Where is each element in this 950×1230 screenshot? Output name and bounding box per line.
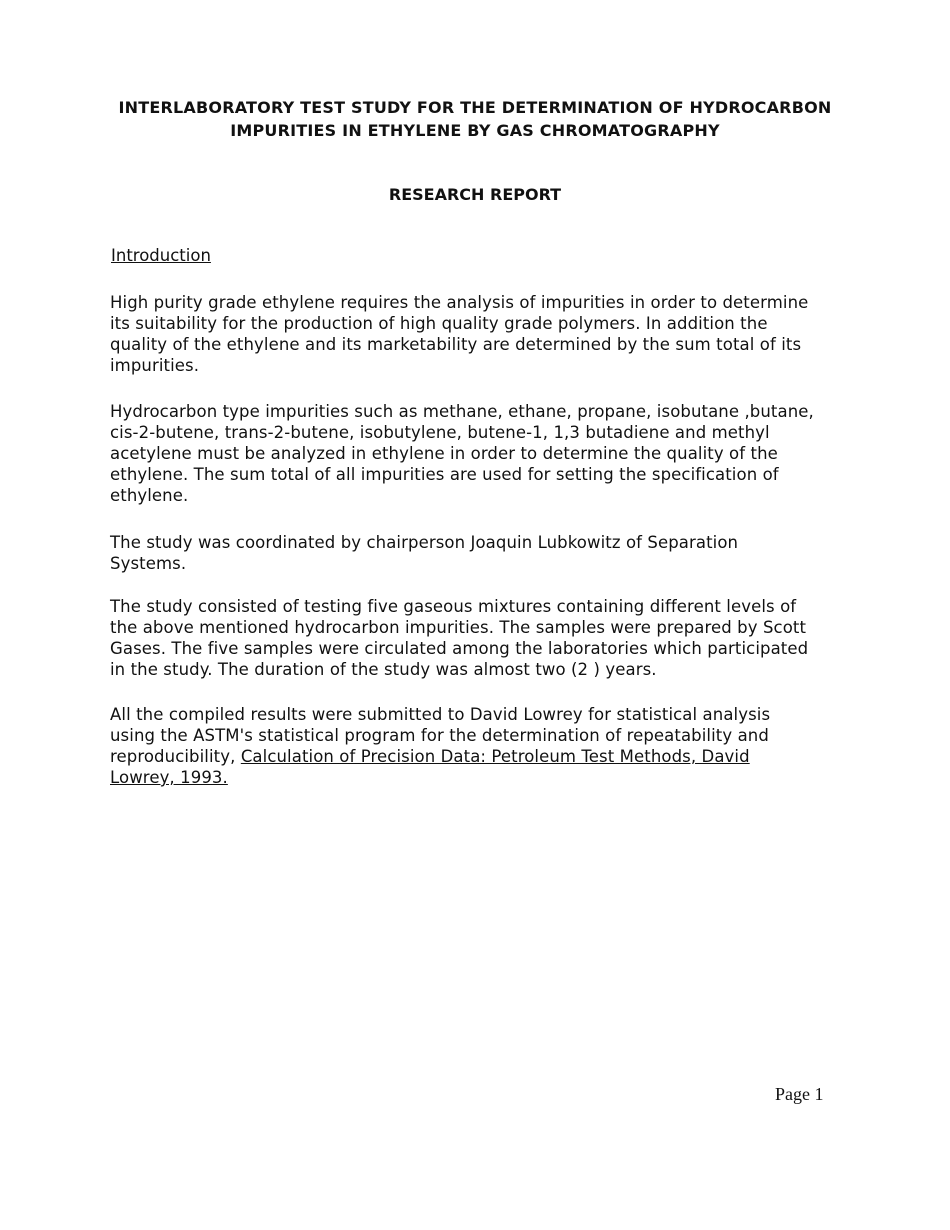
text-line: ethylene. The sum total of all impurities are used for setting the specification of: [110, 465, 779, 484]
text-line: The study was coordinated by chairperson Joaquin Lubkowitz of Separation: [110, 533, 739, 552]
text-line: quality of the ethylene and its marketability are determined by the sum total of its: [110, 335, 802, 354]
paragraph-impurities: [110, 401, 850, 506]
text-line: Gases. The five samples were circulated among the laboratories which participated: [110, 639, 809, 658]
text-line: in the study. The duration of the study was almost two (2 ) years.: [110, 660, 657, 679]
text-line: ethylene.: [110, 486, 189, 505]
text-line: its suitability for the production of high quality grade polymers. In addition the: [110, 314, 768, 333]
text-line-prefix: reproducibility,: [110, 747, 241, 766]
text-line: acetylene must be analyzed in ethylene in order to determine the quality of the: [110, 444, 778, 463]
text-line: All the compiled results were submitted to David Lowrey for statistical analysis: [110, 705, 771, 724]
text-line: [110, 746, 850, 767]
text-line: cis-2-butene, trans-2-butene, isobutylene, butene-1, 1,3 butadiene and methyl: [110, 423, 770, 442]
text-line: The study consisted of testing five gaseous mixtures containing different levels of: [110, 597, 797, 616]
report-title-line-2: IMPURITIES IN ETHYLENE BY GAS CHROMATOGRAPHY: [230, 121, 720, 140]
paragraph-statistical-analysis: [110, 704, 850, 788]
text-line: impurities.: [110, 356, 200, 375]
text-line: High purity grade ethylene requires the analysis of impurities in order to determine: [110, 293, 809, 312]
text-line: using the ASTM's statistical program for the determination of repeatability and: [110, 726, 769, 745]
page-number: Page 1: [775, 1084, 824, 1104]
text-line: Hydrocarbon type impurities such as methane, ethane, propane, isobutane ,butane,: [110, 402, 814, 421]
paragraph-coordination: [110, 532, 850, 574]
text-line: [110, 767, 850, 788]
citation-reference: Calculation of Precision Data: Petroleum Test Methods, David: [240, 747, 750, 766]
section-heading-introduction: Introduction: [111, 246, 211, 265]
text-line: the above mentioned hydrocarbon impurities. The samples were prepared by Scott: [110, 618, 807, 637]
report-title-line-1: INTERLABORATORY TEST STUDY FOR THE DETERMINATION OF HYDROCARBON: [118, 98, 832, 117]
citation-reference-continued: Lowrey, 1993.: [110, 768, 228, 787]
paragraph-study-design: [110, 596, 850, 680]
report-subtitle: RESEARCH REPORT: [388, 185, 562, 204]
text-line: Systems.: [110, 554, 187, 573]
paragraph-purpose: [110, 292, 850, 376]
